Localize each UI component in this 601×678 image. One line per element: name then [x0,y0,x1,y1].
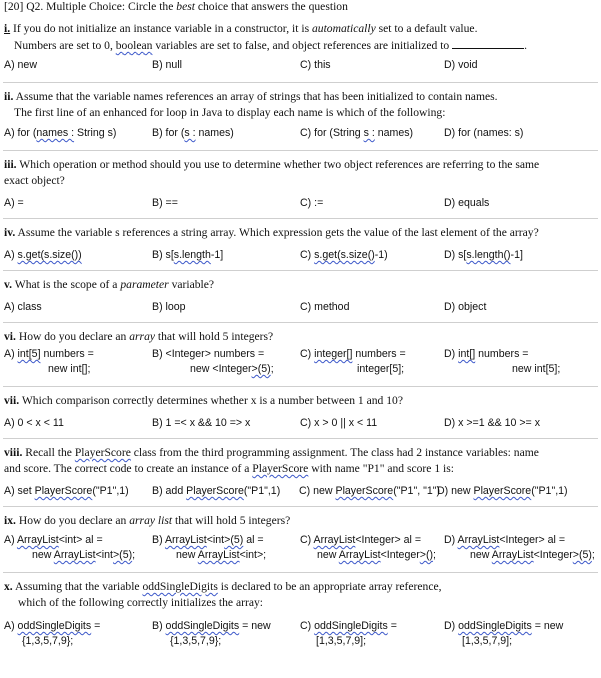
q2-text-line2: The first line of an enhanced for loop in Java to display each name is which of the following: [14,106,446,119]
divider [3,270,598,271]
q3-option-d[interactable]: D) equals [444,197,490,209]
q6-option-a[interactable] [4,347,94,361]
q10-varname: oddSingleDigits [142,580,218,593]
divider [3,438,598,439]
q8-d-text-end: ("P1",1) [531,485,568,497]
q9-number: ix. [4,514,16,527]
q9-d2-text-end: ; [591,549,595,561]
q5-emphasis: parameter [120,278,169,291]
q2-stem-line1 [4,90,498,104]
header-text-end: choice that answers the question [194,0,348,13]
q2-option-d[interactable]: D) for (names: s) [444,127,524,139]
q10-b-text: B) [152,620,166,632]
q6-text-end: that will hold 5 integers? [155,330,274,343]
q9-d-flagged: ArrayList [457,534,500,546]
q4-stem [4,226,539,240]
q5-stem [4,278,214,292]
q9-a2-mid: <int [95,549,113,561]
q2-a-text: A) for ( [4,127,37,139]
q3-option-a[interactable]: A) = [4,197,24,209]
q4-d-flagged: s.length() [466,249,511,261]
q6-c-text: C) [300,348,315,360]
q10-text-line2: which of the following correctly initializes the array: [18,596,263,609]
q6-c-flagged: integer[] [314,348,353,360]
q1-option-d[interactable]: D) void [444,59,478,71]
q6-c-text-end: numbers = [352,348,406,360]
q5-option-c[interactable]: C) method [300,301,350,313]
q9-a-text: A) [4,534,17,546]
q10-c-flagged: oddSingleDigits [314,620,388,632]
q6-b2-flagged: >(5) [251,363,271,375]
divider [3,322,598,323]
q5-option-a[interactable]: A) class [4,301,42,313]
q4-d-text-end: -1] [510,249,523,261]
q8-c-flagged: PlayerScore [335,485,394,497]
q2-option-b[interactable] [152,126,234,140]
q9-option-c[interactable] [300,533,421,547]
q10-d-flagged: oddSingleDigits [458,620,532,632]
q4-option-d[interactable] [444,248,523,262]
q2-b-text-end: names) [195,127,234,139]
q8-option-d[interactable] [437,484,568,498]
q9-a2-flagged2: >(5) [112,549,133,561]
q8-line2-text: and score. The correct code to create an instance of a [4,462,253,475]
q9-option-b-line2 [176,548,266,562]
q7-text: Which comparison correctly determines whether x is a number between 1 and 10? [19,394,403,407]
q6-a-flagged: int[5] [17,348,41,360]
q9-emphasis: array list [129,514,173,527]
q8-c-text-end: ("P1", "1") [393,485,441,497]
q6-option-c-line2: integer[5]; [357,363,405,375]
q6-b2-text-end: ; [270,363,274,375]
q9-a2-flagged: ArrayList [53,549,96,561]
q2-option-c[interactable] [300,126,413,140]
divider [3,506,598,507]
divider [3,572,598,573]
q3-number: iii. [4,158,17,171]
q10-text: Assuming that the variable [12,580,143,593]
divider [3,150,598,151]
question-header [4,0,348,14]
q10-c-text-end: = [387,620,397,632]
q8-stem-line2 [4,462,454,476]
q9-b2-text-end: <int>; [239,549,267,561]
q1-line2-boolean: boolean [115,39,153,52]
q9-text-end: that will hold 5 integers? [172,514,291,527]
q4-option-c[interactable] [300,248,388,262]
q8-text: Recall the [22,446,75,459]
q6-d-text-end: numbers = [475,348,529,360]
q9-option-d-line2 [470,548,595,562]
q10-stem-line1 [4,580,442,594]
q10-d-text-end: = new [531,620,564,632]
q10-number: x. [4,580,13,593]
q2-b-flagged: s : [184,127,196,139]
q8-d-text: D) new [437,485,474,497]
q6-stem [4,330,273,344]
q6-emphasis: array [129,330,156,343]
q3-option-b[interactable]: B) == [152,197,178,209]
q8-option-c[interactable] [299,484,440,498]
q1-option-b[interactable]: B) null [152,59,183,71]
q8-a-text: A) set [4,485,35,497]
q9-a2-text-end: ; [132,549,136,561]
q2-b-text: B) for ( [152,127,185,139]
q9-c-flagged: ArrayList [313,534,356,546]
q4-text: Assume the variable s references a string array. Which expression gets the value of the last element of the array? [15,226,539,239]
q4-c-text: C) [300,249,315,261]
q9-option-a[interactable] [4,533,103,547]
q2-c-text-end: names) [374,127,414,139]
q1-option-a[interactable]: A) new [4,59,37,71]
q7-option-b[interactable]: B) 1 =< x && 10 => x [152,417,251,429]
q6-d-flagged: int[] [458,348,476,360]
q10-d-text: D) [444,620,459,632]
q10-option-a[interactable] [4,619,100,633]
divider [3,82,598,83]
q5-option-d[interactable]: D) object [444,301,487,313]
q2-number: ii. [4,90,14,103]
q6-option-a-line2: new int[]; [48,363,91,375]
q6-option-d-line2: new int[5]; [512,363,561,375]
q9-b-flagged: ArrayList [164,534,207,546]
q8-option-a[interactable] [4,484,129,498]
q1-text: If you do not initialize an instance variable in a constructor, it is [10,22,312,35]
q1-stem-line1 [4,22,477,36]
q4-number: iv. [4,226,16,239]
q9-a-flagged: ArrayList [16,534,59,546]
q6-d-text: D) [444,348,459,360]
q9-c-text-end: <Integer> al = [355,534,422,546]
q6-option-b[interactable]: B) <Integer> numbers = [152,348,265,360]
q1-stem-line2 [14,38,527,53]
q9-b-text-end: al = [243,534,264,546]
q6-text: How do you declare an [15,330,130,343]
divider [3,386,598,387]
q10-a-text: A) [4,620,18,632]
q4-b-text-end: -1] [210,249,224,261]
q2-c-text: C) for (String [300,127,364,139]
q1-line2-text: Numbers are set to 0, [14,39,116,52]
q9-d-text: D) [444,534,458,546]
q10-c-text: C) [300,620,315,632]
q10-option-c[interactable] [300,619,397,633]
q3-option-c[interactable]: C) := [300,197,324,209]
q10-option-b[interactable] [152,619,271,633]
q10-option-a-line2: {1,3,5,7,9}; [22,635,74,647]
q1-number: i. [4,22,11,35]
q5-number: v. [4,278,13,291]
q2-a-flagged: names : [36,127,75,139]
header-text: [20] Q2. Multiple Choice: Circle the [4,0,177,13]
q8-line2-classname: PlayerScore [252,462,309,475]
q6-option-b-line2 [190,362,274,376]
q7-option-a[interactable]: A) 0 < x < 11 [4,417,64,429]
q8-a-flagged: PlayerScore [34,485,93,497]
q9-option-b[interactable] [152,533,264,547]
q6-a-text-end: numbers = [40,348,94,360]
q5-option-b[interactable]: B) loop [152,301,186,313]
q6-a-text: A) [4,348,18,360]
q6-number: vi. [4,330,16,343]
q8-c-text: C) new [299,485,336,497]
q10-stem-line2 [18,596,263,610]
q3-text-line2: exact object? [4,174,65,187]
q9-d2-text: new [470,549,492,561]
q2-stem-line2 [14,106,445,120]
q7-stem [4,394,403,408]
q4-c-text-end: -1) [374,249,388,261]
q4-b-flagged: s.length [173,249,211,261]
q9-text: How do you declare an [15,514,130,527]
q9-option-d[interactable] [444,533,565,547]
q8-stem-line1 [4,446,539,460]
q10-a-text-end: = [91,620,101,632]
q9-c2-flagged2: >() [419,549,434,561]
q10-b-text-end: = new [239,620,271,632]
q9-d2-flagged2: >(5) [572,549,592,561]
q2-c-flagged: s : [363,127,375,139]
q4-option-b[interactable] [152,248,223,262]
q1-option-c[interactable]: C) this [300,59,331,71]
q4-b-text: B) s[ [152,249,174,261]
q1-answer-blank[interactable] [452,38,524,49]
q6-option-c[interactable] [300,347,406,361]
q9-b2-flagged: ArrayList [197,549,240,561]
q10-b-flagged: oddSingleDigits [165,620,240,632]
q9-b-flagged2: >(5) [224,534,244,546]
q7-option-c[interactable]: C) x > 0 || x < 11 [300,417,378,429]
q9-d2-mid: <Integer [533,549,573,561]
q4-a-flagged: s.get(s.size()) [17,249,82,261]
q9-c2-text: new [317,549,339,561]
q9-b-text: B) [152,534,165,546]
q9-d-text-end: <Integer> al = [499,534,566,546]
q3-stem-line2 [4,174,65,188]
q8-b-text: B) add [152,485,187,497]
q1-period: . [524,39,528,52]
q5-text: What is the scope of a [12,278,121,291]
q8-line2-text-end: with name "P1" and score 1 is: [308,462,454,475]
q9-d2-flagged: ArrayList [491,549,534,561]
q8-text-end: class from the third programming assignment. The class had 2 instance variables: name [130,446,539,459]
q9-stem [4,514,290,528]
q3-stem-line1 [4,158,539,172]
q1-line2-text-end: variables are set to false, and object references are initialized to [152,39,450,52]
q9-c2-text-end: ; [433,549,436,561]
q8-classname: PlayerScore [74,446,131,459]
q8-d-flagged: PlayerScore [473,485,532,497]
q4-d-text: D) s[ [444,249,467,261]
q9-c2-flagged: ArrayList [338,549,381,561]
q9-b2-text: new [176,549,198,561]
q10-text-end: is declared to be an appropriate array reference, [217,580,442,593]
q8-number: viii. [4,446,23,459]
q4-c-flagged: s.get(s.size() [314,249,375,261]
q10-option-d[interactable] [444,619,563,633]
q9-a2-text: new [32,549,54,561]
q2-option-a[interactable] [4,126,116,140]
q8-option-b[interactable] [152,484,280,498]
divider [3,218,598,219]
q8-a-text-end: ("P1",1) [92,485,129,497]
q1-text-end: set to a default value. [375,22,478,35]
q3-text: Which operation or method should you use to determine whether two object references are referring to the same [16,158,540,171]
q8-b-flagged: PlayerScore [186,485,244,497]
q1-emphasis: automatically [311,22,376,35]
q10-option-d-line2: [1,3,5,7,9]; [462,635,513,647]
q2-a-text-end: String s) [74,127,117,139]
q4-a-text: A) [4,249,18,261]
q10-option-b-line2: {1,3,5,7,9}; [170,635,222,647]
q8-b-text-end: ("P1",1) [243,485,281,497]
q7-option-d[interactable]: D) x >=1 && 10 >= x [444,417,540,429]
q2-text: Assume that the variable names references an array of strings that has been initialized to contain names. [13,90,498,103]
header-emphasis: best [176,0,195,13]
q10-option-c-line2: [1,3,5,7,9]; [316,635,367,647]
q9-b-mid: <int [206,534,225,546]
q9-option-a-line2 [32,548,135,562]
q9-c-text: C) [300,534,314,546]
q9-c2-mid: <Integer [380,549,420,561]
q9-a-text-end: <int> al = [58,534,103,546]
q9-option-c-line2 [317,548,436,562]
q4-option-a[interactable] [4,248,82,262]
q7-number: vii. [4,394,20,407]
q6-b2-text: new <Integer [190,363,252,375]
q5-text-end: variable? [168,278,215,291]
q10-a-flagged: oddSingleDigits [17,620,92,632]
q6-option-d[interactable] [444,347,529,361]
